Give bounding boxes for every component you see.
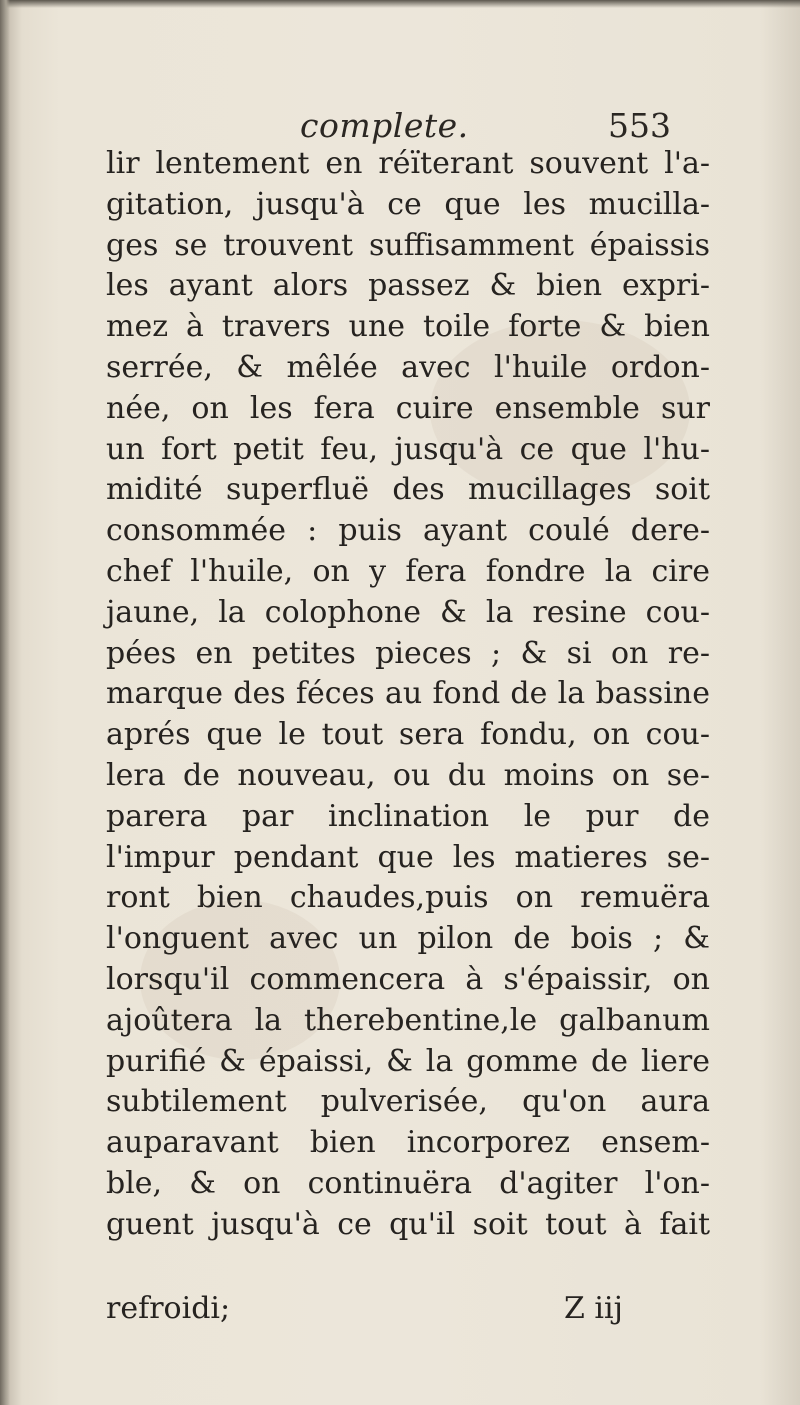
text-line: marque des féces au fond de la bassine xyxy=(106,676,710,712)
page-header xyxy=(0,100,800,150)
text-line: purifié & épaissi, & la gomme de liere xyxy=(106,1043,710,1079)
text-line: ble, & on continuëra d'agiter l'on- xyxy=(106,1165,710,1201)
text-line: consommée : puis ayant coulé dere- xyxy=(106,513,710,549)
text-line: jaune, la colophone & la resine cou- xyxy=(106,594,710,630)
text-line: lir lentement en réïterant souvent l'a- xyxy=(106,146,710,181)
text-line: midité superfluë des mucillages soit xyxy=(106,472,710,508)
text-line: subtilement pulverisée, qu'on aura xyxy=(106,1084,710,1120)
text-line: parera par inclination le pur de xyxy=(106,798,710,834)
text-line: née, on les fera cuire ensemble sur xyxy=(106,390,710,426)
text-line: un fort petit feu, jusqu'à ce que l'hu- xyxy=(106,431,710,467)
text-line: ront bien chaudes,puis on remuëra xyxy=(106,880,710,916)
text-line: mez à travers une toile forte & bien xyxy=(106,309,710,345)
page-number: 553 xyxy=(608,106,671,145)
text-line: guent jusqu'à ce qu'il soit tout à fait xyxy=(106,1206,710,1242)
text-line: lera de nouveau, ou du moins on se- xyxy=(106,757,710,793)
signature-mark: Z iij xyxy=(564,1291,623,1326)
text-line: l'onguent avec un pilon de bois ; & xyxy=(106,921,710,957)
text-line: chef l'huile, on y fera fondre la cire xyxy=(106,553,710,589)
body-text xyxy=(106,144,710,1246)
text-line: ajoûtera la therebentine,le galbanum xyxy=(106,1002,710,1038)
page-top-edge xyxy=(0,0,800,8)
text-line: pées en petites pieces ; & si on re- xyxy=(106,635,710,671)
page-footer xyxy=(106,1288,710,1330)
running-title: complete. xyxy=(300,106,469,145)
text-line: aprés que le tout sera fondu, on cou- xyxy=(106,717,710,753)
text-line: l'impur pendant que les matieres se- xyxy=(106,839,710,875)
text-line: lorsqu'il commencera à s'épaissir, on xyxy=(106,961,710,997)
text-line: auparavant bien incorporez ensem- xyxy=(106,1125,710,1161)
text-line: serrée, & mêlée avec l'huile ordon- xyxy=(106,349,710,385)
text-line: ges se trouvent suffisamment épaissis xyxy=(106,227,710,263)
page-binding-edge xyxy=(0,0,10,1405)
text-line: les ayant alors passez & bien expri- xyxy=(106,268,710,304)
text-line: gitation, jusqu'à ce que les mucilla- xyxy=(106,186,710,222)
catchword: refroidi; xyxy=(106,1291,231,1326)
